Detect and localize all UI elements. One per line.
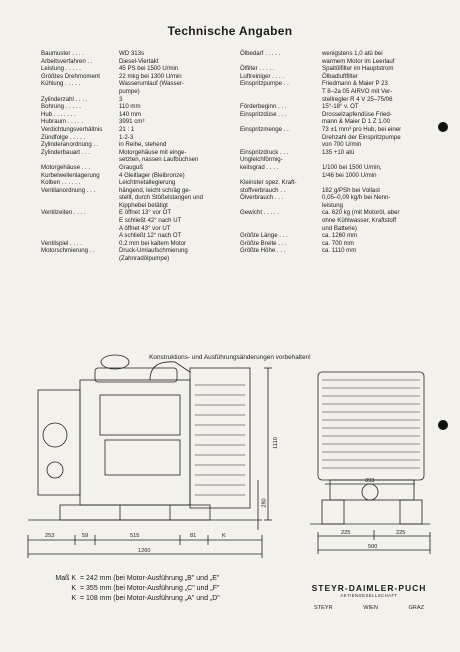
spec-label: Baumuster . . . . xyxy=(41,50,85,57)
spec-value: A öffnet 43° vor UT xyxy=(119,224,171,232)
spec-value: 135 +10 atü xyxy=(322,148,355,156)
dim-59: 59 xyxy=(82,533,89,539)
spec-value: Drosselzapfendüse Fried- xyxy=(322,110,392,118)
spec-value: Friedmann & Maier P 23 xyxy=(322,80,388,88)
spec-value: ca. 700 mm xyxy=(322,239,354,247)
spec-value: Ölbadluftfilter xyxy=(322,72,358,80)
spec-value: Grauguß xyxy=(119,163,144,171)
spec-label: Verdichtungsverhältnis xyxy=(41,125,103,133)
spec-label: Zündfolge . . . . . xyxy=(41,133,86,141)
spec-value: (Zahnradölpumpe) xyxy=(119,255,170,263)
company-cities xyxy=(304,603,434,613)
dim-225-right: 225 xyxy=(396,530,406,536)
spec-value: warmem Motor im Leerlauf xyxy=(322,57,395,65)
spec-value: Druck-Umlaufschmierung xyxy=(119,247,188,255)
k-note-prefix: Maß K xyxy=(55,575,76,582)
spec-label: Einspritzdruck . . . xyxy=(240,148,289,156)
k-note-prefix: K xyxy=(71,595,76,602)
spec-label: Größte Höhe . . . xyxy=(240,247,286,255)
spec-label: Kolben . . . . . . xyxy=(41,179,81,187)
spec-label: Größtes Drehmoment xyxy=(41,72,100,80)
company-block xyxy=(304,583,434,613)
spec-value: und Batterie) xyxy=(322,224,357,232)
spec-value: 3991 cm³ xyxy=(119,118,145,126)
spec-value: Motorgehäuse mit einge- xyxy=(119,148,187,156)
spec-value: mann & Maier D 1 Z 1.00 xyxy=(322,118,391,126)
spec-label: Kleinster spez. Kraft- xyxy=(240,179,297,187)
spec-value: Kipphebel betätigt xyxy=(119,201,168,209)
spec-value: Leichtmetallegierung xyxy=(119,179,176,187)
k-note-text: = 108 mm (bei Motor-Ausführung „A" und „D" xyxy=(80,595,220,602)
dim-500: 500 xyxy=(368,544,378,550)
dim-253: 253 xyxy=(45,533,55,539)
spec-value: 0,2 mm bei kaltem Motor xyxy=(119,239,187,247)
spec-label: Ungleichförmig- xyxy=(240,156,283,164)
spec-value: 22 mkg bei 1300 U/min xyxy=(119,72,182,80)
spec-label: Kurbelwellenlagerung xyxy=(41,171,100,179)
spec-label: Einspritzpumpe . . xyxy=(240,80,289,88)
spec-value: stellregler R 4 V 25–75/06 xyxy=(322,95,393,103)
spec-label: Zylinderanordnung . . xyxy=(41,141,99,149)
spec-label: Zylinderbauart . . . xyxy=(41,148,91,156)
spec-value: ca. 620 kg (mit Motoröl, aber xyxy=(322,209,400,217)
spec-value: Diesel-Viertakt xyxy=(119,57,159,65)
spec-label: Ölfilter . . . . . xyxy=(240,65,275,73)
k-note-row xyxy=(46,574,220,584)
spec-label: Zylinderzahl . . . . xyxy=(41,95,88,103)
spec-value: ca. 1110 mm xyxy=(322,247,357,255)
spec-label: Kühlung . . . . . xyxy=(41,80,81,88)
spec-value: E schließt 42° nach UT xyxy=(119,217,182,225)
spec-label: Einspritzdüse . . . xyxy=(240,110,287,118)
spec-value: ca. 1260 mm xyxy=(322,232,358,240)
spec-label: keitsgrad . . . . xyxy=(240,163,279,171)
spec-label: Motorgehäuse . . . xyxy=(41,163,91,171)
spec-value: Wasserumlauf (Wasser- xyxy=(119,80,184,88)
city-graz: GRAZ xyxy=(408,605,424,611)
spec-label: Arbeitsverfahren . . xyxy=(41,57,93,65)
spec-value: T 8–2a 05 AIRVO mit Ver- xyxy=(322,87,393,95)
spec-label: Förderbeginn . . . xyxy=(240,103,287,111)
spec-label: Motorschmierung . . xyxy=(41,247,95,255)
spec-value: 0,05–0,09 kg/h bei Nenn- xyxy=(322,194,391,202)
dim-k: K xyxy=(222,533,226,539)
spec-value: E öffnet 13° vor OT xyxy=(119,209,172,217)
spec-value: 3 xyxy=(119,95,123,103)
spec-value: 45 PS bei 1500 U/min xyxy=(119,65,179,73)
dim-280: 280 xyxy=(261,498,268,508)
k-note-prefix: K xyxy=(71,585,76,592)
dim-1260: 1260 xyxy=(138,548,151,554)
spec-value: pumpe) xyxy=(119,87,140,95)
company-legal-form: AKTIENGESELLSCHAFT xyxy=(340,593,398,598)
spec-label: Größte Breite . . . xyxy=(240,239,287,247)
spec-label: Ventilspiel . . . . xyxy=(41,239,82,247)
spec-label: Größte Länge . . . xyxy=(240,232,288,240)
spec-value: 1-2-3 xyxy=(119,133,134,141)
spec-value: ohne Kühlwasser, Kraftstoff xyxy=(322,217,397,225)
spec-label: Gewicht . . . . . xyxy=(240,209,279,217)
dim-393: 393 xyxy=(365,478,375,484)
spec-label: Bohrung . . . . . xyxy=(41,103,81,111)
spec-value: in Reihe, stehend xyxy=(119,141,167,149)
dim-81: 81 xyxy=(190,533,197,539)
spec-label: Ölverbrauch . . . xyxy=(240,194,284,202)
spec-value: 1/46 bei 1000 U/min xyxy=(322,171,377,179)
k-note-text: = 355 mm (bei Motor-Ausführung „C" und „F" xyxy=(80,585,220,592)
city-steyr: STEYR xyxy=(314,605,333,611)
spec-label: Leistung . . . . . xyxy=(41,65,81,73)
spec-value: wenigstens 1,0 atü bei xyxy=(322,50,383,57)
dim-1110: 1110 xyxy=(272,437,279,449)
spec-label: Luftreiniger . . . . xyxy=(240,72,285,80)
spec-value: 15°-18° v. OT xyxy=(322,103,359,111)
spec-label: Hubraum . . . . . xyxy=(41,118,83,126)
spec-label: Ventilanordnung . . . xyxy=(41,186,96,194)
k-note-text: = 242 mm (bei Motor-Ausführung „B" und „E" xyxy=(80,575,220,582)
spec-label: Ölbedarf . . . . . xyxy=(240,50,281,57)
city-wien: WIEN xyxy=(363,605,378,611)
spec-value: stellt, durch Stößelstangen und xyxy=(119,194,204,202)
spec-label: Ventilzeiten . . . . xyxy=(41,209,86,217)
spec-label: Einspritzmenge . . xyxy=(240,125,289,133)
change-notice: Konstruktions- und Ausführungsänderungen vorbehalten! xyxy=(149,354,311,361)
spec-value: WD 313s xyxy=(119,50,145,57)
page-title: Technische Angaben xyxy=(167,24,293,38)
spec-value: 140 mm xyxy=(119,110,142,118)
spec-value: 182 g/PSh bei Vollast xyxy=(322,186,380,194)
spec-value: von 700 U/min xyxy=(322,141,362,149)
k-note-row xyxy=(46,584,220,594)
spec-value: leistung xyxy=(322,201,344,209)
spec-value: Spaltölfilter im Hauptstrom xyxy=(322,65,394,73)
spec-value: 21 : 1 xyxy=(119,125,135,133)
spec-label: Hub . . . . . . . xyxy=(41,110,76,118)
spec-value: hängend, leicht schräg ge- xyxy=(119,186,191,194)
spec-value: 1/100 bei 1500 U/min, xyxy=(322,163,382,171)
spec-value: 4 Gleitlager (Bleibronze) xyxy=(119,171,185,179)
spec-value: 73 ±1 mm³ pro Hub, bei einer xyxy=(322,125,402,133)
spec-value: setzten, nassen Laufbüchsen xyxy=(119,156,199,164)
dim-225-left: 225 xyxy=(341,530,351,536)
k-note-row xyxy=(46,594,220,604)
spec-value: 110 mm xyxy=(119,103,141,111)
spec-label: stoffverbrauch . . xyxy=(240,186,286,194)
spec-value: A schließt 12° nach OT xyxy=(119,232,182,240)
company-name: STEYR-DAIMLER-PUCH xyxy=(311,583,427,593)
dim-515: 515 xyxy=(130,533,140,539)
k-dimension-notes xyxy=(46,574,220,604)
spec-value: Drehzahl der Einspritzpumpe xyxy=(322,133,401,141)
